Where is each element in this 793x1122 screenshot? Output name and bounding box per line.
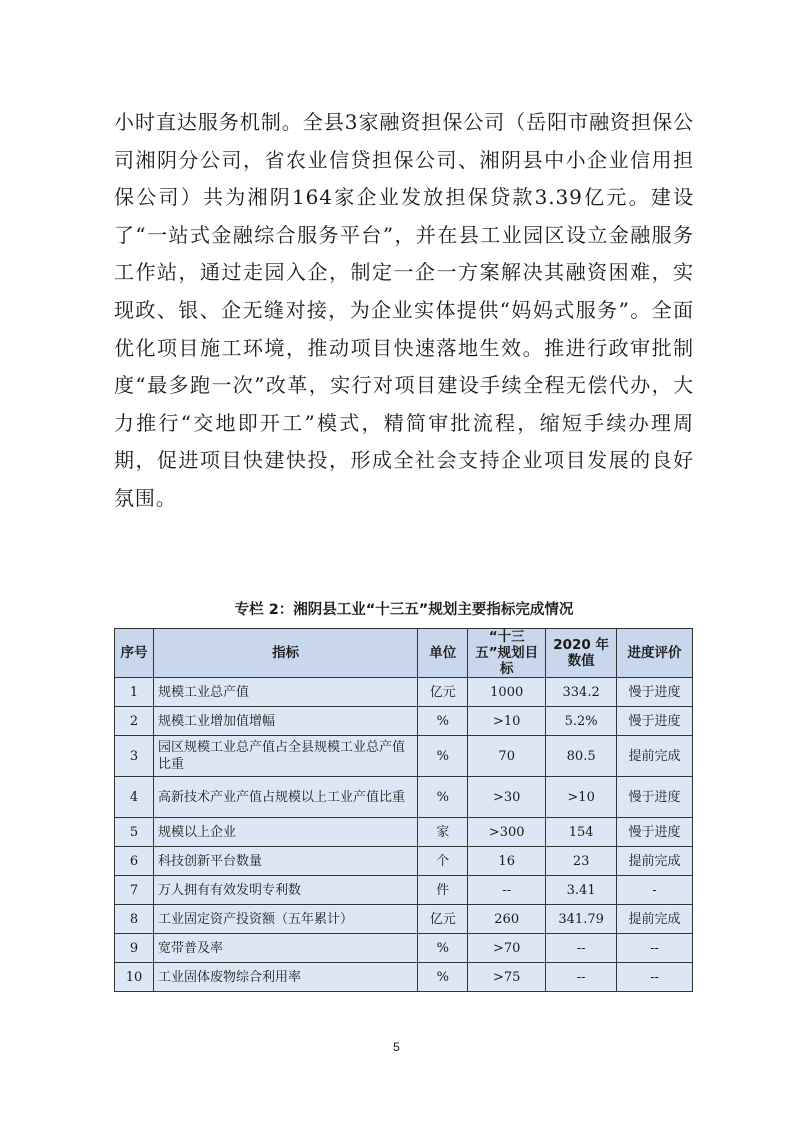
header-indicator: 指标: [153, 629, 417, 678]
page-number: 5: [393, 1040, 400, 1054]
cell-2020-value: 80.5: [546, 736, 617, 777]
cell-unit: 亿元: [418, 905, 468, 934]
table-row: [115, 777, 693, 818]
cell-indicator: 工业固体废物综合利用率: [153, 963, 417, 992]
table-row: [115, 818, 693, 847]
cell-2020-value: >10: [546, 777, 617, 818]
cell-unit: %: [418, 934, 468, 963]
table-row: [115, 736, 693, 777]
cell-index: 6: [115, 847, 154, 876]
table-row: [115, 963, 693, 992]
cell-2020-value: 5.2%: [546, 707, 617, 736]
cell-2020-value: 334.2: [546, 678, 617, 707]
cell-unit: 个: [418, 847, 468, 876]
cell-index: 10: [115, 963, 154, 992]
cell-unit: %: [418, 707, 468, 736]
cell-evaluation: 提前完成: [617, 736, 693, 777]
cell-2020-value: 23: [546, 847, 617, 876]
cell-evaluation: 提前完成: [617, 847, 693, 876]
cell-target: 260: [468, 905, 546, 934]
cell-index: 7: [115, 876, 154, 905]
cell-target: 1000: [468, 678, 546, 707]
cell-index: 4: [115, 777, 154, 818]
table-row: [115, 905, 693, 934]
body-paragraph: 小时直达服务机制。全县3家融资担保公司（岳阳市融资担保公司湘阴分公司，省农业信贷担保公司、湘阴县中小企业信用担保公司）共为湘阴164家企业发放担保贷款3.39亿元。建设了“一站式金融综合服务平台”，并在县工业园区设立金融服务工作站，通过走园入企，制定一企一方案解决其融资困难，实现政、银、企无缝对接，为企业实体提供“妈妈式服务”。全面优化项目施工环境，推动项目快速落地生效。推进行政审批制度“最多跑一次”改革，实行对项目建设手续全程无偿代办，大力推行“交地即开工”模式，精简审批流程，缩短手续办理周期，促进项目快建快投，形成全社会支持企业项目发展的良好氛围。: [114, 110, 694, 510]
cell-indicator: 规模以上企业: [153, 818, 417, 847]
cell-unit: 亿元: [418, 678, 468, 707]
cell-unit: %: [418, 963, 468, 992]
header-unit: 单位: [418, 629, 468, 678]
table-row: [115, 934, 693, 963]
cell-target: 16: [468, 847, 546, 876]
cell-target: 70: [468, 736, 546, 777]
header-2020-value: 2020 年数值: [546, 629, 617, 678]
table-row: [115, 876, 693, 905]
cell-target: >10: [468, 707, 546, 736]
cell-index: 3: [115, 736, 154, 777]
cell-index: 5: [115, 818, 154, 847]
cell-indicator: 规模工业总产值: [153, 678, 417, 707]
header-target: “十三五”规划目标: [468, 629, 546, 678]
cell-target: >300: [468, 818, 546, 847]
table-row: [115, 847, 693, 876]
cell-2020-value: --: [546, 934, 617, 963]
cell-evaluation: --: [617, 934, 693, 963]
cell-evaluation: 慢于进度: [617, 777, 693, 818]
cell-index: 2: [115, 707, 154, 736]
cell-target: >70: [468, 934, 546, 963]
table-row: [115, 707, 693, 736]
indicators-table: [114, 628, 693, 992]
header-index: 序号: [115, 629, 154, 678]
cell-unit: 件: [418, 876, 468, 905]
cell-2020-value: 3.41: [546, 876, 617, 905]
cell-evaluation: 慢于进度: [617, 818, 693, 847]
cell-indicator: 工业固定资产投资额（五年累计）: [153, 905, 417, 934]
table-header-row: [115, 629, 693, 678]
cell-evaluation: --: [617, 963, 693, 992]
cell-target: >75: [468, 963, 546, 992]
cell-2020-value: --: [546, 963, 617, 992]
cell-indicator: 园区规模工业总产值占全县规模工业总产值比重: [153, 736, 417, 777]
cell-evaluation: 慢于进度: [617, 678, 693, 707]
cell-index: 8: [115, 905, 154, 934]
table-caption: 专栏 2：湘阴县工业“十三五”规划主要指标完成情况: [234, 602, 574, 618]
cell-2020-value: 154: [546, 818, 617, 847]
cell-2020-value: 341.79: [546, 905, 617, 934]
cell-index: 1: [115, 678, 154, 707]
cell-indicator: 万人拥有有效发明专利数: [153, 876, 417, 905]
header-evaluation: 进度评价: [617, 629, 693, 678]
cell-evaluation: 提前完成: [617, 905, 693, 934]
cell-unit: %: [418, 736, 468, 777]
cell-indicator: 科技创新平台数量: [153, 847, 417, 876]
cell-indicator: 规模工业增加值增幅: [153, 707, 417, 736]
cell-target: >30: [468, 777, 546, 818]
cell-evaluation: 慢于进度: [617, 707, 693, 736]
cell-unit: %: [418, 777, 468, 818]
cell-indicator: 宽带普及率: [153, 934, 417, 963]
table-row: [115, 678, 693, 707]
cell-target: --: [468, 876, 546, 905]
cell-evaluation: -: [617, 876, 693, 905]
cell-indicator: 高新技术产业产值占规模以上工业产值比重: [153, 777, 417, 818]
cell-unit: 家: [418, 818, 468, 847]
cell-index: 9: [115, 934, 154, 963]
